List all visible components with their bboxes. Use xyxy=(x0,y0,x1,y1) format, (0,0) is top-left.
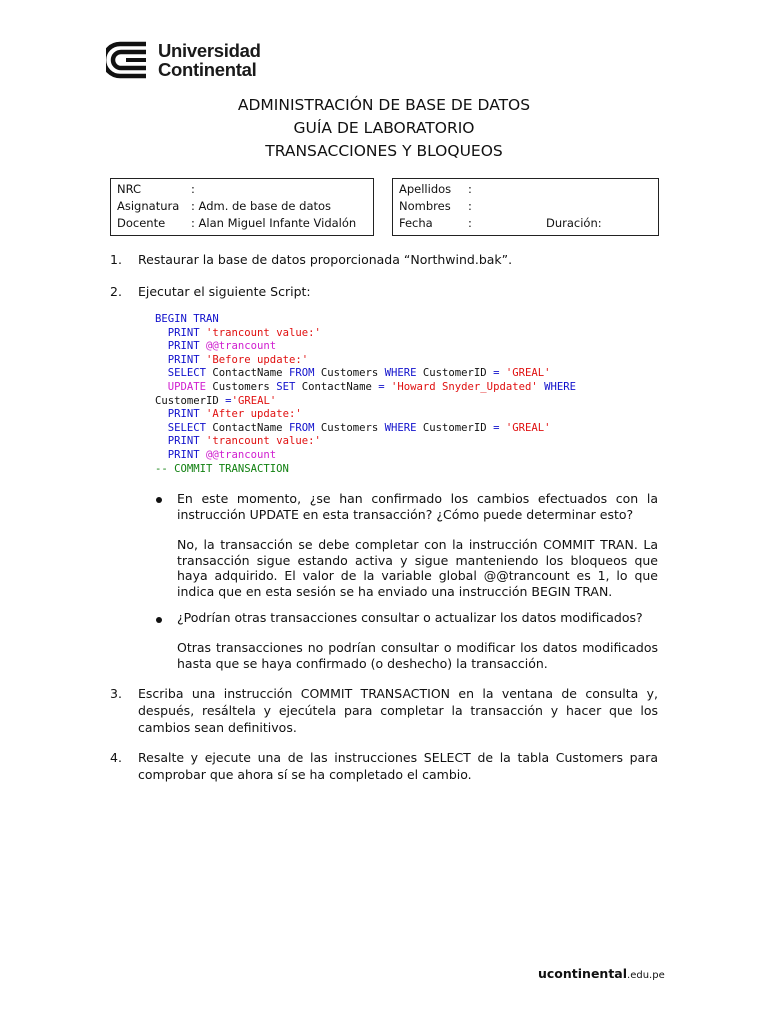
code-token: ContactName xyxy=(301,380,379,393)
footer-brand: ucontinental xyxy=(538,966,628,981)
code-token: CustomerID xyxy=(422,421,494,434)
code-token: -- COMMIT TRANSACTION xyxy=(155,462,289,475)
code-token: SET xyxy=(276,380,302,393)
info-key: Asignatura xyxy=(117,199,180,213)
doc-title-topic: TRANSACCIONES Y BLOQUEOS xyxy=(265,142,503,160)
code-line xyxy=(155,381,576,395)
answer-2: Otras transacciones no podrían consultar o modificar los datos modificados hasta que se haya confirmado (o deshecho) la transacción. xyxy=(177,640,658,671)
step-text: Resalte y ejecute una de las instrucciones SELECT de la tabla Customers para comprobar que ahora sí se ha completado el cambio. xyxy=(138,750,658,782)
footer-domain: .edu.pe xyxy=(627,970,665,981)
step-number: 3. xyxy=(110,686,122,701)
course-info-box xyxy=(110,178,374,236)
code-token: UPDATE xyxy=(155,380,213,393)
step-number: 1. xyxy=(110,252,122,267)
code-token: 'After update:' xyxy=(206,408,302,421)
code-token: PRINT xyxy=(155,435,207,448)
step-number: 2. xyxy=(110,284,122,299)
logo-wordmark xyxy=(158,41,261,79)
code-token: ContactName xyxy=(212,367,289,380)
code-token: 'trancount value:' xyxy=(206,435,321,448)
code-token: CustomerID xyxy=(422,367,494,380)
bullet-icon xyxy=(156,617,162,623)
info-row-fecha xyxy=(393,215,658,232)
code-token: 'GREAL' xyxy=(505,367,551,380)
code-token: = xyxy=(493,421,506,434)
code-token: @@trancount xyxy=(206,340,277,353)
code-line xyxy=(155,313,576,327)
code-line xyxy=(155,354,576,368)
code-token: 'GREAL' xyxy=(505,421,551,434)
info-row-docente xyxy=(111,215,373,232)
code-token: = xyxy=(493,367,506,380)
code-token: PRINT xyxy=(155,326,207,339)
step-text: Escriba una instrucción COMMIT TRANSACTION en la ventana de consulta y, después, resáltela y ejecútela para completar la transacción y hacer que los cambios sean definitivos. xyxy=(138,686,658,735)
code-token: PRINT xyxy=(155,448,207,461)
info-duration-label: Duración: xyxy=(546,216,602,230)
code-token: 'GREAL' xyxy=(231,394,277,407)
code-token: Customers xyxy=(320,421,385,434)
university-logo xyxy=(106,40,261,80)
code-line xyxy=(155,435,576,449)
code-token: @@trancount xyxy=(206,448,277,461)
info-value: : xyxy=(468,182,472,196)
info-key: NRC xyxy=(117,182,142,196)
code-token: Customers xyxy=(320,367,385,380)
info-value: : xyxy=(468,216,472,230)
info-value: : xyxy=(468,199,472,213)
code-token: PRINT xyxy=(155,340,207,353)
step-text: Ejecutar el siguiente Script: xyxy=(138,284,311,299)
info-row-nombres xyxy=(393,198,658,215)
step-number: 4. xyxy=(110,750,122,765)
code-line xyxy=(155,408,576,422)
code-token: BEGIN TRAN xyxy=(155,313,219,325)
info-key: Fecha xyxy=(399,216,433,230)
code-token: SELECT xyxy=(155,367,213,380)
info-key: Nombres xyxy=(399,199,451,213)
info-value: : Adm. de base de datos xyxy=(191,199,332,213)
info-row-asignatura xyxy=(111,198,373,215)
code-token: SELECT xyxy=(155,421,213,434)
question-2: ¿Podrían otras transacciones consultar o actualizar los datos modificados? xyxy=(177,610,643,625)
code-token: ContactName xyxy=(212,421,289,434)
code-token: 'Before update:' xyxy=(206,353,309,366)
code-token: Customers xyxy=(212,380,277,393)
code-token: FROM xyxy=(288,367,321,380)
code-line xyxy=(155,340,576,354)
code-line xyxy=(155,463,576,477)
code-token: 'trancount value:' xyxy=(206,326,321,339)
bullet-icon xyxy=(156,497,162,503)
info-row-nrc xyxy=(111,181,373,198)
code-line xyxy=(155,327,576,341)
code-line xyxy=(155,367,576,381)
code-token: = xyxy=(378,380,392,393)
info-key: Docente xyxy=(117,216,166,230)
logo-line-1: Universidad xyxy=(158,40,261,61)
info-value: : xyxy=(191,182,195,196)
code-token: PRINT xyxy=(155,408,207,421)
code-token: 'Howard Snyder_Updated' xyxy=(391,380,545,393)
info-row-apellidos xyxy=(393,181,658,198)
code-token: WHERE xyxy=(384,367,423,380)
code-line xyxy=(155,422,576,436)
code-line xyxy=(155,395,576,409)
info-value: : Alan Miguel Infante Vidalón xyxy=(191,216,357,230)
info-key: Apellidos xyxy=(399,182,452,196)
code-line xyxy=(155,449,576,463)
doc-title-guide: GUÍA DE LABORATORIO xyxy=(293,119,475,137)
code-token: WHERE xyxy=(544,380,576,393)
footer-website xyxy=(538,966,665,981)
answer-1: No, la transacción se debe completar con la instrucción COMMIT TRAN. La transacción sigue estando activa y sigue manteniendo los bloqueos que haya adquirido. El valor de la variable global @@trancount es 1, lo que indica que en esta sesión se ha enviado una instrucción BEGIN TRAN. xyxy=(177,537,658,599)
step-text: Restaurar la base de datos proporcionada “Northwind.bak”. xyxy=(138,252,513,267)
question-1: En este momento, ¿se han confirmado los cambios efectuados con la instrucción UPDATE en esta transacción? ¿Cómo puede determinar esto? xyxy=(177,491,658,522)
student-info-box xyxy=(392,178,659,236)
sql-script-block xyxy=(155,313,576,476)
code-token: WHERE xyxy=(384,421,423,434)
code-token: CustomerID xyxy=(155,394,226,407)
code-token: FROM xyxy=(288,421,321,434)
code-token: PRINT xyxy=(155,353,207,366)
doc-title-course: ADMINISTRACIÓN DE BASE DE DATOS xyxy=(237,96,531,114)
logo-line-2: Continental xyxy=(158,59,257,80)
code-token: = xyxy=(225,394,232,407)
continental-c-icon xyxy=(106,41,150,79)
